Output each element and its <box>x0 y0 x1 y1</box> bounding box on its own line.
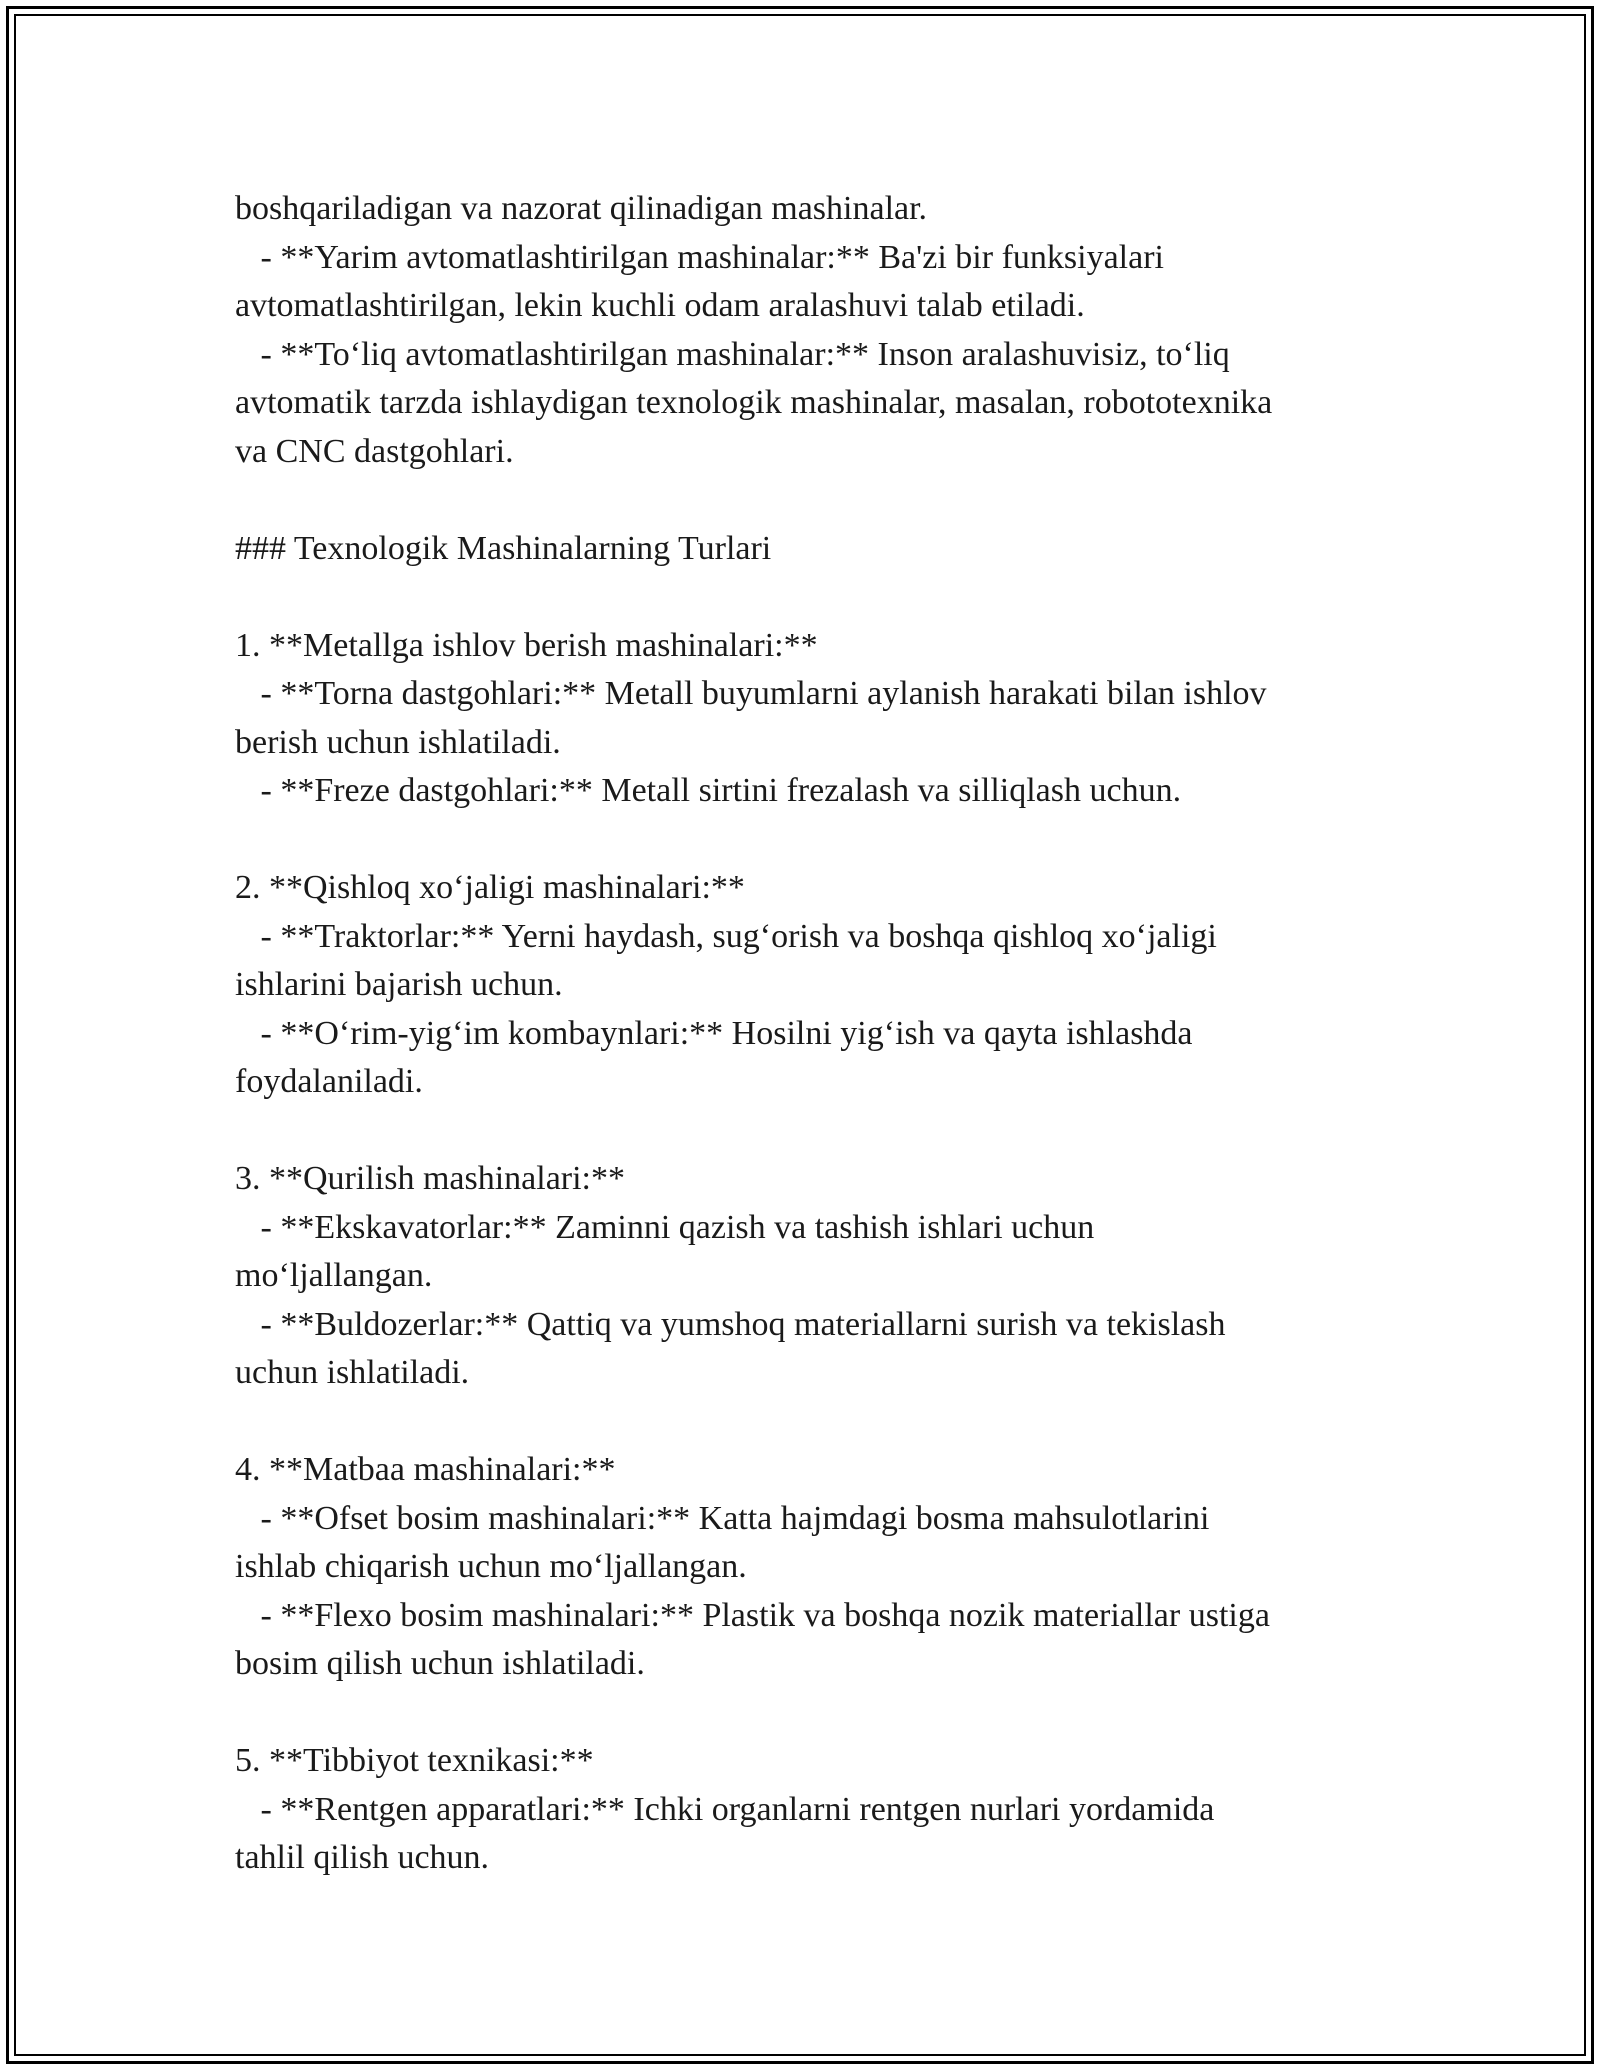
text-line: - **O‘rim-yig‘im kombaynlari:** Hosilni yig‘ish va qayta ishlashda <box>235 1014 1193 1052</box>
document-body <box>235 185 1370 1883</box>
text-line: avtomatik tarzda ishlaydigan texnologik mashinalar, masalan, robototexnika <box>235 384 1273 421</box>
text-line: - **Freze dastgohlari:** Metall sirtini frezalash va silliqlash uchun. <box>235 772 1182 809</box>
text-line: 3. **Qurilish mashinalari:** <box>235 1160 626 1197</box>
text-line: ishlab chiqarish uchun mo‘ljallangan. <box>235 1548 747 1585</box>
text-line: boshqariladigan va nazorat qilinadigan mashinalar. <box>235 190 928 227</box>
blank-line <box>235 1689 1370 1738</box>
text-line: avtomatlashtirilgan, lekin kuchli odam aralashuvi talab etiladi. <box>235 287 1085 324</box>
text-line: - **Torna dastgohlari:** Metall buyumlarni aylanish harakati bilan ishlov <box>235 675 1267 712</box>
blank-line <box>235 1398 1370 1447</box>
blank-line <box>235 1107 1370 1156</box>
text-line: - **Buldozerlar:** Qattiq va yumshoq materiallarni surish va tekislash <box>235 1305 1226 1343</box>
text-line: 5. **Tibbiyot texnikasi:** <box>235 1742 594 1779</box>
text-line: 4. **Matbaa mashinalari:** <box>235 1451 616 1488</box>
text-line: - **To‘liq avtomatlashtirilgan mashinalar:** Inson aralashuvisiz, to‘liq <box>235 335 1230 373</box>
blank-line <box>235 816 1370 865</box>
blank-line <box>235 573 1370 622</box>
blank-line <box>235 476 1370 525</box>
text-line: foydalaniladi. <box>235 1063 423 1100</box>
text-line: uchun ishlatiladi. <box>235 1354 470 1391</box>
text-line: - **Flexo bosim mashinalari:** Plastik va boshqa nozik materiallar ustiga <box>235 1596 1270 1634</box>
text-line: bosim qilish uchun ishlatiladi. <box>235 1645 645 1682</box>
text-line: - **Ofset bosim mashinalari:** Katta hajmdagi bosma mahsulotlarini <box>235 1499 1210 1537</box>
text-line: - **Traktorlar:** Yerni haydash, sug‘orish va boshqa qishloq xo‘jaligi <box>235 917 1217 955</box>
text-line: berish uchun ishlatiladi. <box>235 723 561 761</box>
text-line: - **Ekskavatorlar:** Zaminni qazish va tashish ishlari uchun <box>235 1208 1095 1246</box>
text-line: - **Yarim avtomatlashtirilgan mashinalar:** Ba'zi bir funksiyalari <box>235 238 1164 276</box>
text-line: va CNC dastgohlari. <box>235 432 514 470</box>
text-line: ishlarini bajarish uchun. <box>235 966 563 1003</box>
text-line: ### Texnologik Mashinalarning Turlari <box>235 529 772 567</box>
text-line: tahlil qilish uchun. <box>235 1839 490 1876</box>
text-line: 1. **Metallga ishlov berish mashinalari:** <box>235 626 818 664</box>
text-line: 2. **Qishloq xo‘jaligi mashinalari:** <box>235 869 745 906</box>
text-line: - **Rentgen apparatlari:** Ichki organlarni rentgen nurlari yordamida <box>235 1790 1215 1828</box>
text-line: mo‘ljallangan. <box>235 1257 433 1294</box>
